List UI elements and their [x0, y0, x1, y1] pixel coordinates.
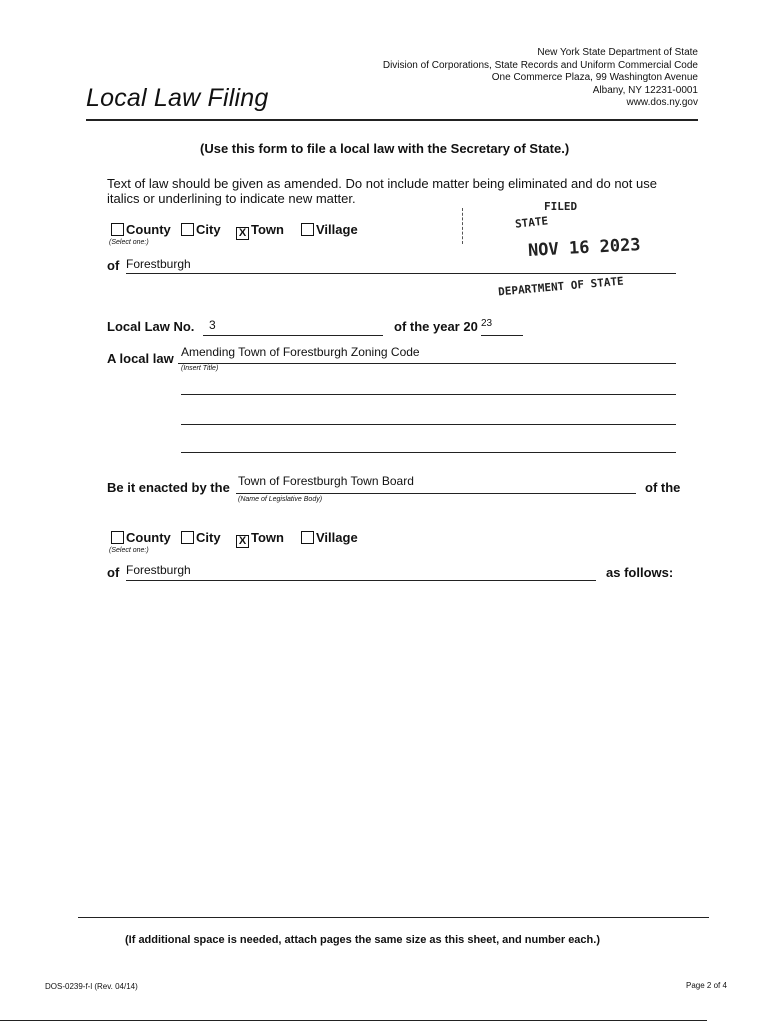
- form-title: Local Law Filing: [86, 84, 269, 112]
- local-law-title-value[interactable]: Amending Town of Forestburgh Zoning Code: [181, 345, 420, 359]
- title-line-4: [181, 452, 676, 453]
- town-option-2[interactable]: X Town: [236, 530, 284, 548]
- local-law-number[interactable]: 3: [209, 318, 216, 332]
- of-label: of: [107, 258, 120, 273]
- local-law-label: Local Law No.: [107, 319, 195, 334]
- year-line: [481, 335, 523, 336]
- town-checkbox-2[interactable]: X: [236, 535, 249, 548]
- as-follows: as follows:: [606, 565, 674, 580]
- address-line: One Commerce Plaza, 99 Washington Avenue: [491, 72, 698, 83]
- legislative-body-value[interactable]: Town of Forestburgh Town Board: [238, 474, 414, 488]
- address-line: Albany, NY 12231-0001: [592, 84, 698, 96]
- instruction: (Use this form to file a local law with the Secretary of State.): [200, 141, 570, 156]
- municipality-name-2[interactable]: Forestburgh: [126, 563, 191, 577]
- stamp-date: NOV 16 2023: [527, 235, 642, 261]
- city-checkbox[interactable]: [181, 223, 194, 236]
- stamp-filed: FILED: [544, 200, 578, 213]
- village-checkbox-2[interactable]: [301, 531, 314, 544]
- select-note-2: (Select one:): [109, 547, 149, 554]
- title-line-3: [181, 424, 676, 425]
- footer-rule: [78, 917, 709, 918]
- municipality-name-line: [126, 273, 676, 274]
- county-checkbox-2[interactable]: [111, 531, 124, 544]
- enacted-label: Be it enacted by the: [107, 480, 230, 495]
- agency-address: [383, 47, 698, 110]
- stamp-mark: [462, 208, 465, 244]
- town-checkbox[interactable]: X: [236, 227, 249, 240]
- county-checkbox[interactable]: [111, 223, 124, 236]
- form-id: DOS-0239-f-l (Rev. 04/14): [45, 982, 138, 991]
- town-option[interactable]: X Town: [236, 222, 284, 240]
- header-rule: [86, 119, 698, 121]
- city-option-2[interactable]: City: [181, 530, 221, 545]
- village-checkbox[interactable]: [301, 223, 314, 236]
- stamp-state: STATE: [514, 214, 549, 231]
- of-label-2: of: [107, 565, 120, 580]
- stamp-department: DEPARTMENT OF STATE: [497, 274, 625, 299]
- municipality-name[interactable]: Forestburgh: [126, 257, 191, 271]
- city-option[interactable]: City: [181, 222, 221, 237]
- legislative-body-note: (Name of Legislative Body): [238, 496, 323, 503]
- local-law-number-line: [203, 335, 383, 336]
- county-option-2[interactable]: County: [111, 530, 171, 545]
- legislative-body-line: [236, 493, 636, 494]
- text-note-line2: italics or underlining to indicate new matter.: [107, 191, 356, 206]
- address-line: www.dos.ny.gov: [626, 97, 698, 108]
- year-label: of the year 20: [394, 319, 478, 334]
- village-option-2[interactable]: Village: [301, 530, 358, 545]
- address-line: Division of Corporations, State Records and Uniform Commercial Code: [382, 59, 698, 71]
- city-checkbox-2[interactable]: [181, 531, 194, 544]
- select-note: (Select one:): [109, 239, 149, 246]
- local-law-title-label: A local law: [107, 351, 174, 366]
- title-line-2: [181, 394, 676, 395]
- text-note-line1: Text of law should be given as amended. Do not include matter being eliminated and do not use: [107, 176, 657, 191]
- year-value[interactable]: 23: [481, 318, 493, 329]
- page-bottom-rule: [0, 1020, 707, 1021]
- footer-note: (If additional space is needed, attach pages the same size as this sheet, and number each.): [125, 934, 600, 946]
- page-number: Page 2 of 4: [686, 981, 727, 990]
- municipality-name-line-2: [126, 580, 596, 581]
- enacted-suffix: of the: [645, 480, 681, 495]
- address-line: New York State Department of State: [537, 47, 698, 58]
- village-option[interactable]: Village: [301, 222, 358, 237]
- title-line-1: [178, 363, 676, 364]
- insert-title-note: (Insert Title): [181, 365, 219, 372]
- county-option[interactable]: County: [111, 222, 171, 237]
